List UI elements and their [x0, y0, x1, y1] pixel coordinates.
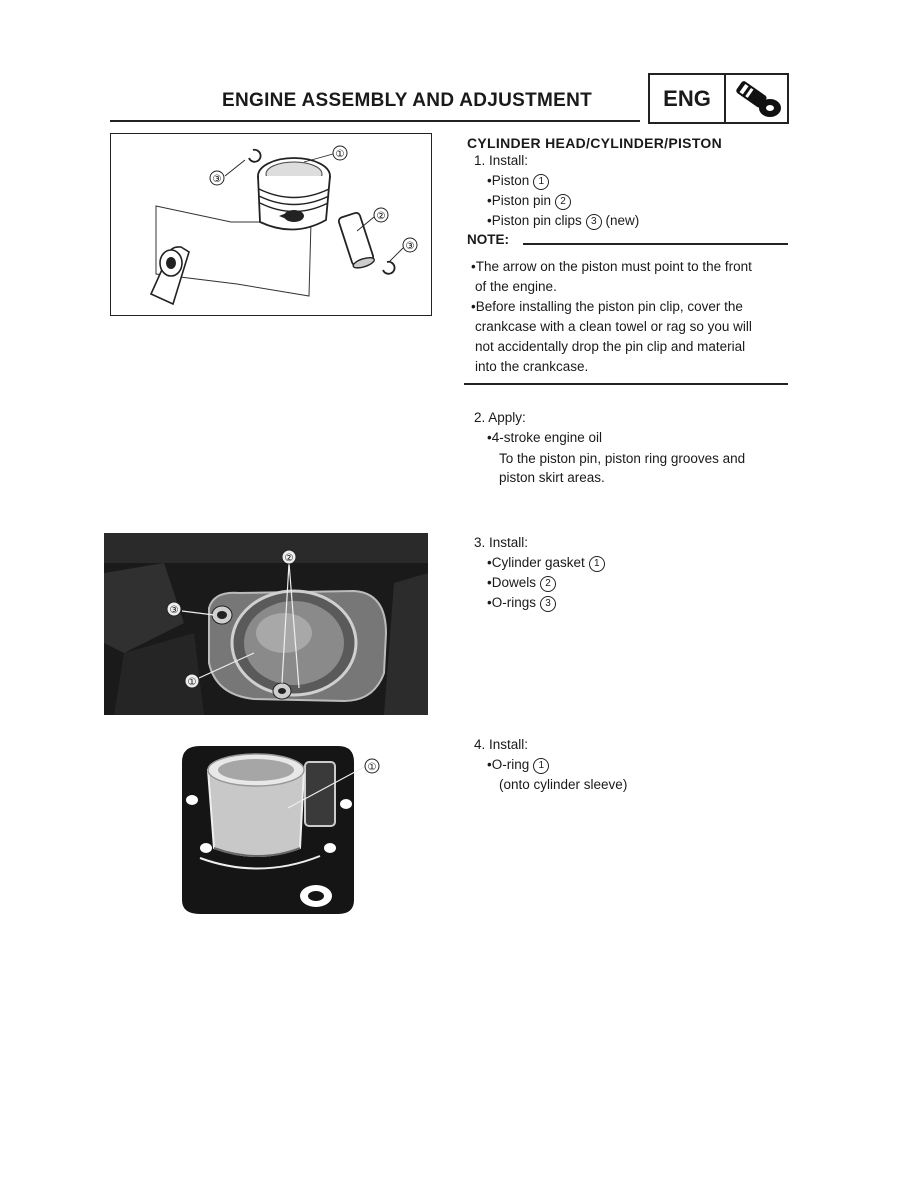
list-item: • Piston 1: [487, 173, 549, 190]
callout-o-ring: [365, 759, 379, 773]
engine-piston-icon: [726, 77, 786, 128]
list-item: • Piston pin 2: [487, 193, 571, 210]
note-heading: NOTE:: [467, 232, 509, 247]
svg-text:③: ③: [169, 605, 179, 616]
svg-text:③: ③: [212, 174, 222, 185]
list-item: • Cylinder gasket 1: [487, 555, 605, 572]
callout-dowels: [282, 550, 296, 564]
callout-o-rings: [167, 602, 181, 616]
page-title: ENGINE ASSEMBLY AND ADJUSTMENT: [222, 90, 593, 111]
step-4-label: 4. Install:: [474, 737, 529, 752]
list-item: • Piston pin clips 3 (new): [487, 213, 639, 230]
header-rule: [110, 120, 640, 122]
list-item: • 4-stroke engine oil: [487, 430, 602, 445]
section-code: ENG: [650, 75, 726, 122]
list-item: • O-ring 1: [487, 757, 549, 774]
note-end-rule: [464, 383, 788, 385]
step-4-detail: (onto cylinder sleeve): [499, 777, 628, 792]
svg-text:①: ①: [367, 762, 377, 773]
callout-clip-right: [403, 238, 417, 252]
svg-text:①: ①: [187, 677, 197, 688]
callout-piston: [333, 146, 347, 160]
section-badge: [648, 73, 789, 124]
step-3-label: 3. Install:: [474, 535, 529, 550]
note-body: •The arrow on the piston must point to the front of the engine. •Before installing the piston pin clip, cover the crankcase with a clean towel or rag so you will not accidentally drop the pin clip and material into the crankcase.: [471, 259, 752, 374]
step-2-label: 2. Apply:: [474, 410, 526, 425]
list-item: • Dowels 2: [487, 575, 556, 592]
callout-clip-left: [210, 171, 224, 185]
section-title: CYLINDER HEAD/CYLINDER/PISTON: [467, 135, 723, 151]
step-2-detail: To the piston pin, piston ring grooves and: [499, 451, 746, 466]
callout-cylinder-gasket: [185, 674, 199, 688]
svg-text:③: ③: [405, 241, 415, 252]
svg-text:②: ②: [284, 553, 294, 564]
cylinder-o-ring-photo: [170, 740, 382, 918]
callout-piston-pin: [374, 208, 388, 222]
list-item: • O-rings 3: [487, 595, 556, 612]
piston-diagram: [110, 133, 432, 316]
cylinder-gasket-photo: [104, 533, 428, 715]
svg-text:②: ②: [376, 211, 386, 222]
step-2-detail: piston skirt areas.: [499, 470, 605, 485]
note-rule: [523, 243, 788, 245]
svg-text:①: ①: [335, 149, 345, 160]
step-1-label: 1. Install:: [474, 153, 529, 168]
